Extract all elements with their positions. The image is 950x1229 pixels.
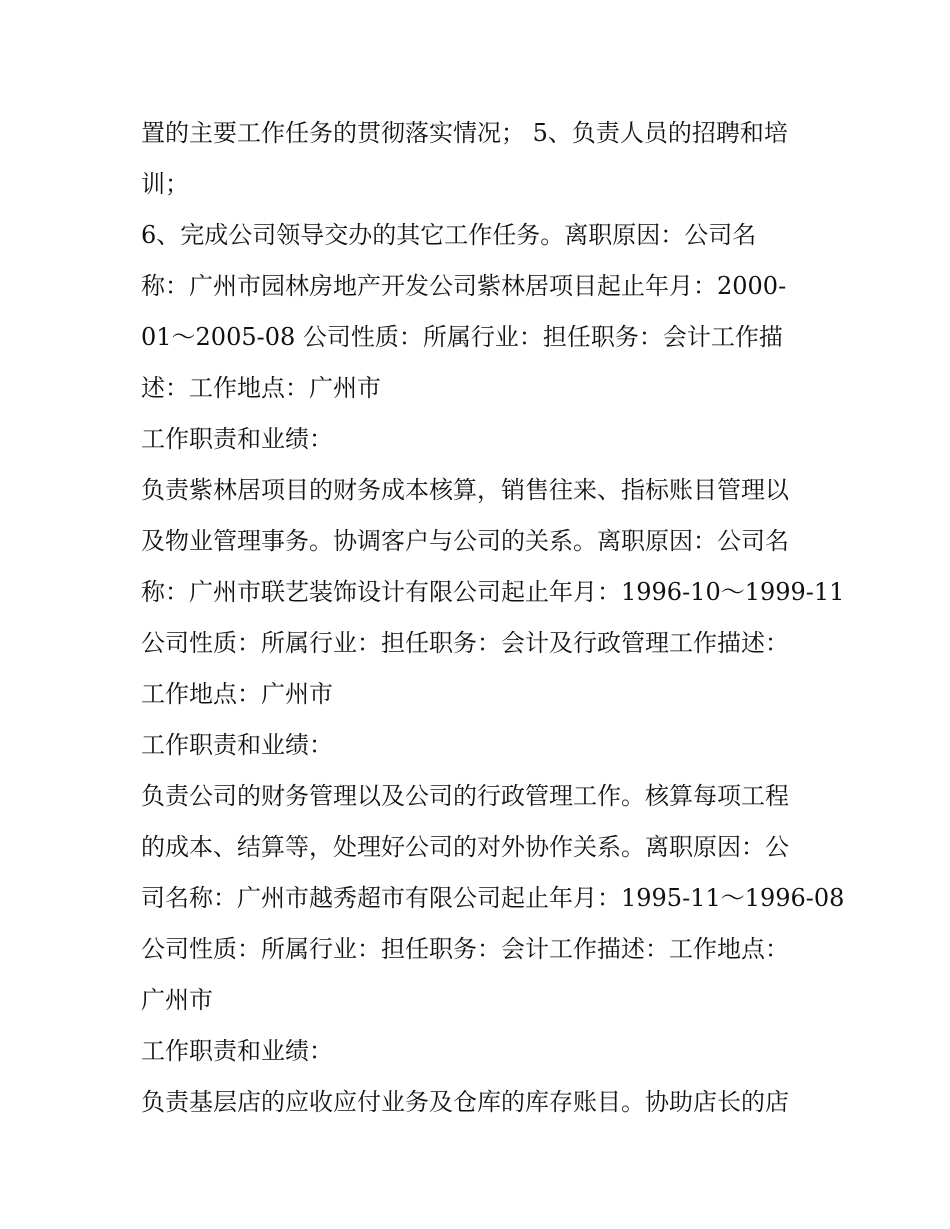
text-line: 称：广州市联艺装饰设计有限公司起止年月：1996-10～1999-11 (141, 578, 845, 606)
section-heading: 工作职责和业绩： (141, 425, 333, 453)
text-line: 训； (141, 170, 189, 198)
text-line: 公司性质：所属行业：担任职务：会计及行政管理工作描述： (141, 629, 789, 657)
text-line: 的成本、结算等，处理好公司的对外协作关系。离职原因：公 (141, 833, 789, 861)
document-body (141, 108, 845, 1128)
text-line: 01～2005-08 公司性质：所属行业：担任职务：会计工作描 (141, 323, 783, 351)
section-heading: 工作职责和业绩： (141, 1037, 333, 1065)
text-line: 工作地点：广州市 (141, 680, 333, 708)
text-line: 称：广州市园林房地产开发公司紫林居项目起止年月：2000- (141, 272, 787, 300)
text-line: 及物业管理事务。协调客户与公司的关系。离职原因：公司名 (141, 527, 789, 555)
text-line: 置的主要工作任务的贯彻落实情况； 5、负责人员的招聘和培 (141, 119, 788, 147)
text-line: 负责公司的财务管理以及公司的行政管理工作。核算每项工程 (141, 782, 789, 810)
text-line: 公司性质：所属行业：担任职务：会计工作描述：工作地点： (141, 935, 789, 963)
text-line: 负责紫林居项目的财务成本核算，销售往来、指标账目管理以 (141, 476, 789, 504)
section-heading: 工作职责和业绩： (141, 731, 333, 759)
text-line: 6、完成公司领导交办的其它工作任务。离职原因：公司名 (141, 221, 757, 249)
text-line: 负责基层店的应收应付业务及仓库的库存账目。协助店长的店 (141, 1088, 789, 1116)
text-line: 广州市 (141, 986, 213, 1014)
text-line: 司名称：广州市越秀超市有限公司起止年月：1995-11～1996-08 (141, 884, 845, 912)
text-line: 述：工作地点：广州市 (141, 374, 381, 402)
